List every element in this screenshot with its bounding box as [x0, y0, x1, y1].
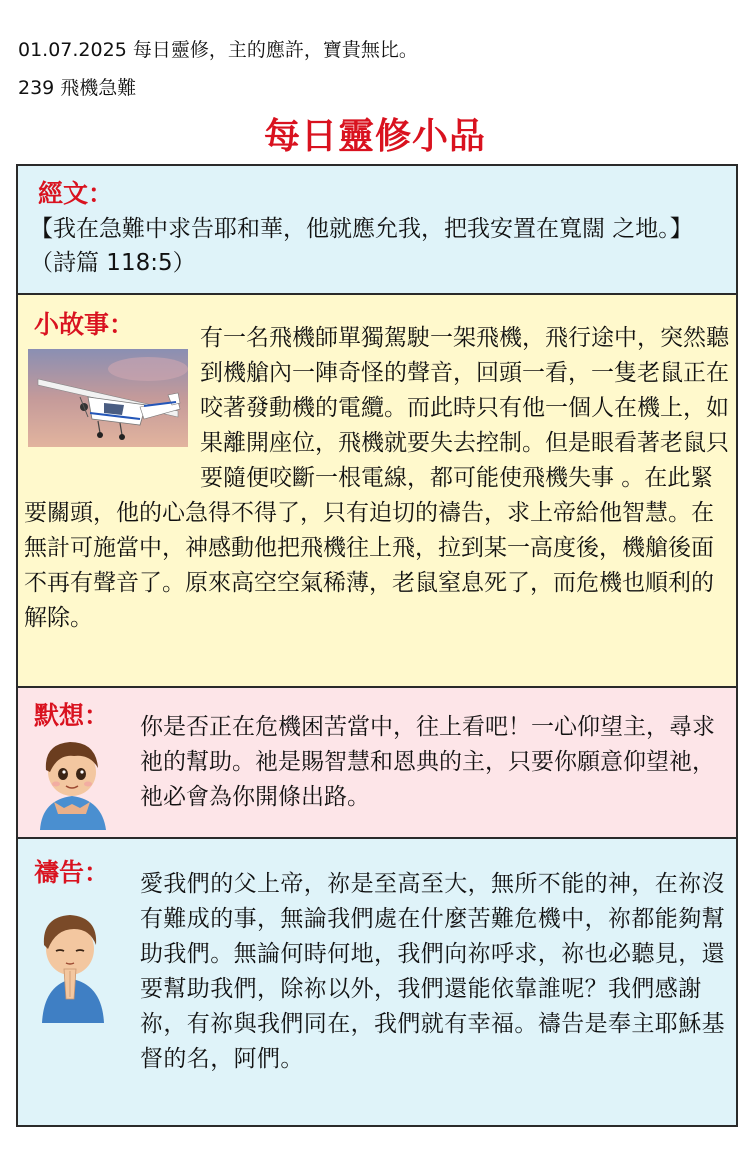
prayer-title: 禱告：: [34, 858, 110, 887]
reflection-text: 你是否正在危機困苦當中，往上看吧！一心仰望主，尋求祂的幫助。祂是賜智慧和恩典的主，只要你願意仰望祂，祂必會為你開條出路。: [140, 714, 715, 810]
reflection-section: [16, 686, 738, 837]
date-heading: 01.07.2025 每日靈修，主的應許，寶貴無比。: [18, 39, 418, 61]
scripture-text: 【我在急難中求告耶和華，他就應允我，把我安置在寬闊 之地。】（詩篇 118:5）: [30, 216, 693, 276]
story-title: 小故事：: [34, 310, 135, 339]
praying-boy-image: [28, 899, 112, 1023]
scripture-title: 經文：: [38, 179, 114, 208]
page-title: 每日靈修小品: [263, 116, 486, 157]
airplane-image: [28, 349, 188, 447]
story-section: [16, 293, 738, 686]
prayer-text: 愛我們的父上帝，祢是至高至大，無所不能的神，在祢沒有難成的事，無論我們處在什麼苦難危機中，祢都能夠幫助我們。無論何時何地，我們向祢呼求，祢也必聽見，還要幫助我們，除祢以外，我們還能依靠誰呢？我們感謝祢，有祢與我們同在，我們就有幸福。禱告是奉主耶穌基督的名，阿們。: [140, 871, 725, 1072]
thinking-boy-image: [34, 730, 110, 830]
prayer-section: [16, 837, 738, 1127]
story-text: 有一名飛機師單獨駕駛一架飛機，飛行途中，突然聽到機艙內一陣奇怪的聲音，回頭一看，一隻老鼠正在咬著發動機的電纜。而此時只有他一個人在機上，如果離開座位，飛機就要失去控制。但是眼看著老鼠只要隨便咬斷一根電線，都可能使飛機失事 。在此緊要關頭，他的心急得不得了，只有迫切的禱告，求上帝給他智慧。在無計可施當中，神感動他把飛機往上飛，拉到某一高度後，機艙後面不再有聲音了。原來高空空氣稀薄，老鼠窒息死了，而危機也順利的解除。: [24, 325, 729, 631]
reflection-title: 默想：: [34, 701, 110, 730]
subtitle-heading: 239 飛機急難: [18, 77, 137, 99]
scripture-section: [16, 164, 738, 293]
